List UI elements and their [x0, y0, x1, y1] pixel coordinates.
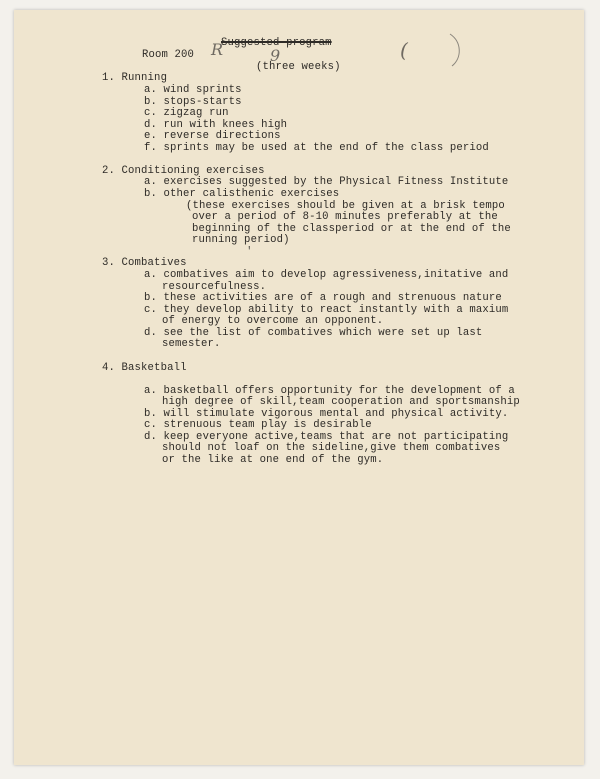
pencil-tick-mark: ' — [246, 246, 253, 258]
basketball-item-d-cont-1: should not loaf on the sideline,give them combatives — [162, 442, 501, 454]
basketball-item-c: c. strenuous team play is desirable — [144, 419, 372, 431]
handwritten-curve-mark — [444, 30, 474, 70]
basketball-item-a: a. basketball offers opportunity for the development of a — [144, 385, 515, 397]
basketball-item-d-cont-2: or the like at one end of the gym. — [162, 454, 384, 466]
running-item-f: f. sprints may be used at the end of the class period — [144, 142, 489, 154]
handwritten-note-9: 9 — [270, 46, 281, 65]
conditioning-note-4: running period) — [192, 234, 290, 246]
basketball-item-d: d. keep everyone active,teams that are not participating — [144, 431, 509, 443]
running-item-b: b. stops-starts — [144, 96, 242, 108]
room-number: Room 200 — [142, 49, 195, 61]
running-item-e: e. reverse directions — [144, 130, 281, 142]
conditioning-item-b: b. other calisthenic exercises — [144, 188, 340, 200]
combatives-item-a-cont: resourcefulness. — [162, 281, 267, 293]
conditioning-item-a: a. exercises suggested by the Physical Fitness Institute — [144, 176, 509, 188]
section-heading-running: 1. Running — [102, 72, 168, 84]
conditioning-note-3: beginning of the classperiod or at the end of the — [192, 223, 511, 235]
handwritten-note-paren: ( — [400, 38, 408, 62]
running-item-a: a. wind sprints — [144, 84, 242, 96]
handwritten-note-r: R — [211, 40, 224, 59]
combatives-item-a: a. combatives aim to develop agressiveness,initative and — [144, 269, 509, 281]
basketball-item-a-cont: high degree of skill,team cooperation and sportsmanship — [162, 396, 520, 408]
program-duration: (three weeks) — [256, 61, 341, 73]
conditioning-note-2: over a period of 8-10 minutes preferably at the — [192, 211, 498, 223]
running-item-d: d. run with knees high — [144, 119, 288, 131]
program-title: Suggested program — [221, 37, 332, 49]
section-heading-conditioning: 2. Conditioning exercises — [102, 165, 265, 177]
basketball-item-b: b. will stimulate vigorous mental and physical activity. — [144, 408, 509, 420]
combatives-item-c-cont: of energy to overcome an opponent. — [162, 315, 384, 327]
running-item-c: c. zigzag run — [144, 107, 229, 119]
section-heading-basketball: 4. Basketball — [102, 362, 187, 374]
combatives-item-d: d. see the list of combatives which were set up last — [144, 327, 483, 339]
combatives-item-c: c. they develop ability to react instantly with a maxium — [144, 304, 509, 316]
combatives-item-d-cont: semester. — [162, 338, 221, 350]
combatives-item-b: b. these activities are of a rough and strenuous nature — [144, 292, 502, 304]
document-page — [14, 10, 584, 765]
section-heading-combatives: 3. Combatives — [102, 257, 187, 269]
conditioning-note-1: (these exercises should be given at a brisk tempo — [186, 200, 505, 212]
